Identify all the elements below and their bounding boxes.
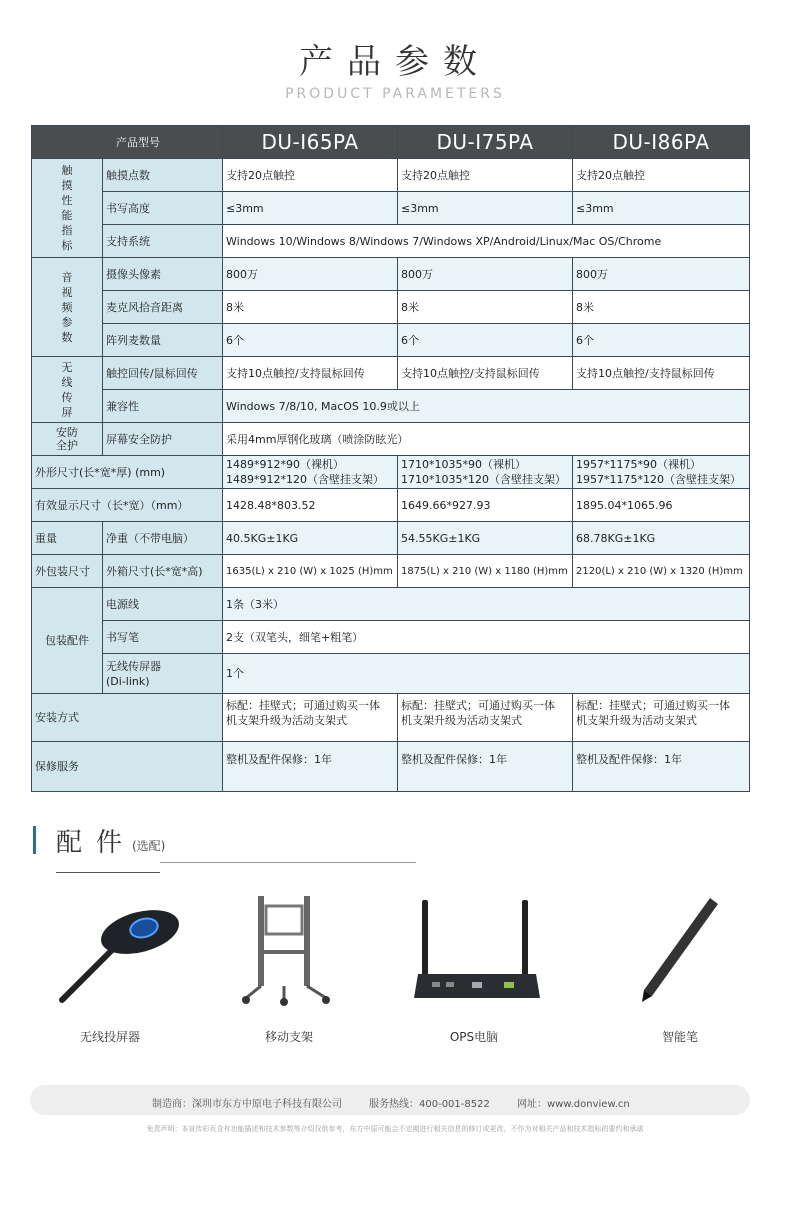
group-wireless-label: 无线传屏 bbox=[61, 360, 73, 419]
group-package: 包装配件 bbox=[32, 588, 103, 694]
cell: 支持20点触控 bbox=[223, 159, 398, 192]
cell: 支持20点触控 bbox=[573, 159, 750, 192]
cell: Windows 7/8/10, MacOS 10.9或以上 bbox=[223, 390, 750, 423]
mobile-stand-image bbox=[238, 890, 338, 1010]
row-label: 摄像头像素 bbox=[103, 258, 223, 291]
cell bbox=[573, 694, 750, 742]
cell: ≤3mm bbox=[398, 192, 573, 225]
ops-computer-image bbox=[412, 892, 542, 1007]
table-row bbox=[32, 390, 750, 423]
cell-line: 1489*912*120（含壁挂支架） bbox=[226, 473, 384, 486]
cell-line: 1957*1175*90（裸机） bbox=[576, 458, 701, 471]
group-av bbox=[32, 258, 103, 357]
group-outer: 外包装尺寸 bbox=[32, 555, 103, 588]
row-label: 书写笔 bbox=[103, 621, 223, 654]
table-row bbox=[32, 522, 750, 555]
table-row bbox=[32, 489, 750, 522]
cell-line: 标配：挂壁式；可通过购买一体 bbox=[401, 699, 555, 712]
table-row bbox=[32, 225, 750, 258]
cell: 1895.04*1065.96 bbox=[573, 489, 750, 522]
row-label: 书写高度 bbox=[103, 192, 223, 225]
wireless-dongle-image bbox=[52, 900, 192, 1010]
cell: 1428.48*803.52 bbox=[223, 489, 398, 522]
accessories-optional: (选配) bbox=[132, 839, 166, 853]
page-title: 产品参数 bbox=[299, 42, 491, 82]
table-row bbox=[32, 192, 750, 225]
table-row bbox=[32, 423, 750, 456]
table-row bbox=[32, 555, 750, 588]
row-label bbox=[103, 654, 223, 694]
page-subtitle: PRODUCT PARAMETERS bbox=[285, 86, 505, 102]
model-1: DU-I65PA bbox=[223, 126, 398, 159]
footer-website[interactable]: 网址：www.donview.cn bbox=[517, 1099, 630, 1110]
accessory-label: 智能笔 bbox=[661, 1030, 698, 1044]
cell-line: 1489*912*90（裸机） bbox=[226, 458, 344, 471]
cell-line: 机支架升级为活动支架式 bbox=[576, 714, 697, 727]
row-label: 有效显示尺寸（长*宽）（mm） bbox=[32, 489, 223, 522]
cell-line: 1710*1035*90（裸机） bbox=[401, 458, 526, 471]
row-label: 净重（不带电脑） bbox=[103, 522, 223, 555]
table-header-row bbox=[32, 126, 750, 159]
cell-line: 机支架升级为活动支架式 bbox=[401, 714, 522, 727]
divider bbox=[160, 862, 416, 863]
row-label: 外形尺寸(长*宽*厚) (mm) bbox=[32, 456, 223, 489]
cell: 8米 bbox=[223, 291, 398, 324]
row-label-line: (Di-link) bbox=[106, 674, 150, 688]
cell-line: 1957*1175*120（含壁挂支架） bbox=[576, 473, 741, 486]
group-touch-label: 触摸性能指标 bbox=[61, 164, 73, 252]
cell-line: 标配：挂壁式；可通过购买一体 bbox=[226, 699, 380, 712]
smart-pen-image bbox=[630, 892, 730, 1007]
row-label-line: 无线传屏器 bbox=[106, 659, 161, 673]
cell: 1个 bbox=[223, 654, 750, 694]
cell: 采用4mm厚钢化玻璃（喷涂防眩光） bbox=[223, 423, 750, 456]
table-row bbox=[32, 324, 750, 357]
cell: 1649.66*927.93 bbox=[398, 489, 573, 522]
row-label: 触控回传/鼠标回传 bbox=[103, 357, 223, 390]
divider bbox=[56, 872, 160, 873]
cell: 8米 bbox=[573, 291, 750, 324]
cell: 2支（双笔头，细笔+粗笔） bbox=[223, 621, 750, 654]
cell: 800万 bbox=[398, 258, 573, 291]
group-safety bbox=[32, 423, 103, 456]
group-weight: 重量 bbox=[32, 522, 103, 555]
cell: 8米 bbox=[398, 291, 573, 324]
disclaimer: 免责声明：本宣传彩页含有功能描述和技术参数等介绍仅供参考，东方中原可能会不定期进行相关信息的修订或更改，不作为对相关产品和技术指标的要约和承诺 bbox=[146, 1125, 644, 1133]
row-label: 电源线 bbox=[103, 588, 223, 621]
model-3: DU-I86PA bbox=[573, 126, 750, 159]
group-wireless bbox=[32, 357, 103, 423]
cell: 6个 bbox=[398, 324, 573, 357]
row-label: 兼容性 bbox=[103, 390, 223, 423]
cell: 整机及配件保修：1年 bbox=[398, 742, 573, 792]
table-row bbox=[32, 654, 750, 694]
cell-line: 标配：挂壁式；可通过购买一体 bbox=[576, 699, 730, 712]
cell: 54.55KG±1KG bbox=[398, 522, 573, 555]
cell: 支持10点触控/支持鼠标回传 bbox=[398, 357, 573, 390]
cell bbox=[398, 456, 573, 489]
cell: 整机及配件保修：1年 bbox=[223, 742, 398, 792]
accessories-title: 配件 bbox=[56, 828, 137, 858]
cell: 68.78KG±1KG bbox=[573, 522, 750, 555]
footer-hotline: 服务热线：400-001-8522 bbox=[369, 1099, 490, 1110]
cell: 整机及配件保修：1年 bbox=[573, 742, 750, 792]
group-av-label: 音视频参数 bbox=[61, 270, 73, 344]
cell: 800万 bbox=[223, 258, 398, 291]
cell bbox=[223, 456, 398, 489]
cell: 1875(L) x 210 (W) x 1180 (H)mm bbox=[398, 555, 573, 588]
cell: 1635(L) x 210 (W) x 1025 (H)mm bbox=[223, 555, 398, 588]
table-row bbox=[32, 694, 750, 742]
model-label-head: 产品型号 bbox=[32, 126, 223, 159]
row-label: 保修服务 bbox=[32, 742, 223, 792]
accessory-label: 移动支架 bbox=[264, 1030, 313, 1044]
cell: 6个 bbox=[573, 324, 750, 357]
accent-bar bbox=[33, 826, 36, 854]
group-safety-label: 安防全护 bbox=[56, 425, 78, 452]
cell: 1条（3米） bbox=[223, 588, 750, 621]
table-row bbox=[32, 742, 750, 792]
accessory-label: OPS电脑 bbox=[449, 1030, 499, 1044]
cell bbox=[573, 456, 750, 489]
table-row bbox=[32, 258, 750, 291]
cell: 2120(L) x 210 (W) x 1320 (H)mm bbox=[573, 555, 750, 588]
cell-line: 1710*1035*120（含壁挂支架） bbox=[401, 473, 566, 486]
row-label: 外箱尺寸(长*宽*高) bbox=[103, 555, 223, 588]
group-touch bbox=[32, 159, 103, 258]
footer-maker: 制造商：深圳市东方中原电子科技有限公司 bbox=[152, 1099, 342, 1110]
cell: ≤3mm bbox=[573, 192, 750, 225]
row-label: 支持系统 bbox=[103, 225, 223, 258]
table-row bbox=[32, 621, 750, 654]
cell-line: 机支架升级为活动支架式 bbox=[226, 714, 347, 727]
cell: 支持10点触控/支持鼠标回传 bbox=[573, 357, 750, 390]
row-label: 阵列麦数量 bbox=[103, 324, 223, 357]
row-label: 安装方式 bbox=[32, 694, 223, 742]
accessory-label: 无线投屏器 bbox=[79, 1030, 140, 1044]
table-row bbox=[32, 588, 750, 621]
row-label: 屏幕安全防护 bbox=[103, 423, 223, 456]
cell: 800万 bbox=[573, 258, 750, 291]
cell: ≤3mm bbox=[223, 192, 398, 225]
cell: 支持10点触控/支持鼠标回传 bbox=[223, 357, 398, 390]
row-label: 触摸点数 bbox=[103, 159, 223, 192]
cell bbox=[223, 694, 398, 742]
row-label: 麦克风拾音距离 bbox=[103, 291, 223, 324]
cell: 6个 bbox=[223, 324, 398, 357]
cell: Windows 10/Windows 8/Windows 7/Windows XP/Android/Linux/Mac OS/Chrome bbox=[223, 225, 750, 258]
spec-table bbox=[31, 125, 750, 792]
table-row bbox=[32, 291, 750, 324]
cell bbox=[398, 694, 573, 742]
model-2: DU-I75PA bbox=[398, 126, 573, 159]
cell: 40.5KG±1KG bbox=[223, 522, 398, 555]
cell: 支持20点触控 bbox=[398, 159, 573, 192]
table-row bbox=[32, 159, 750, 192]
table-row bbox=[32, 456, 750, 489]
table-row bbox=[32, 357, 750, 390]
